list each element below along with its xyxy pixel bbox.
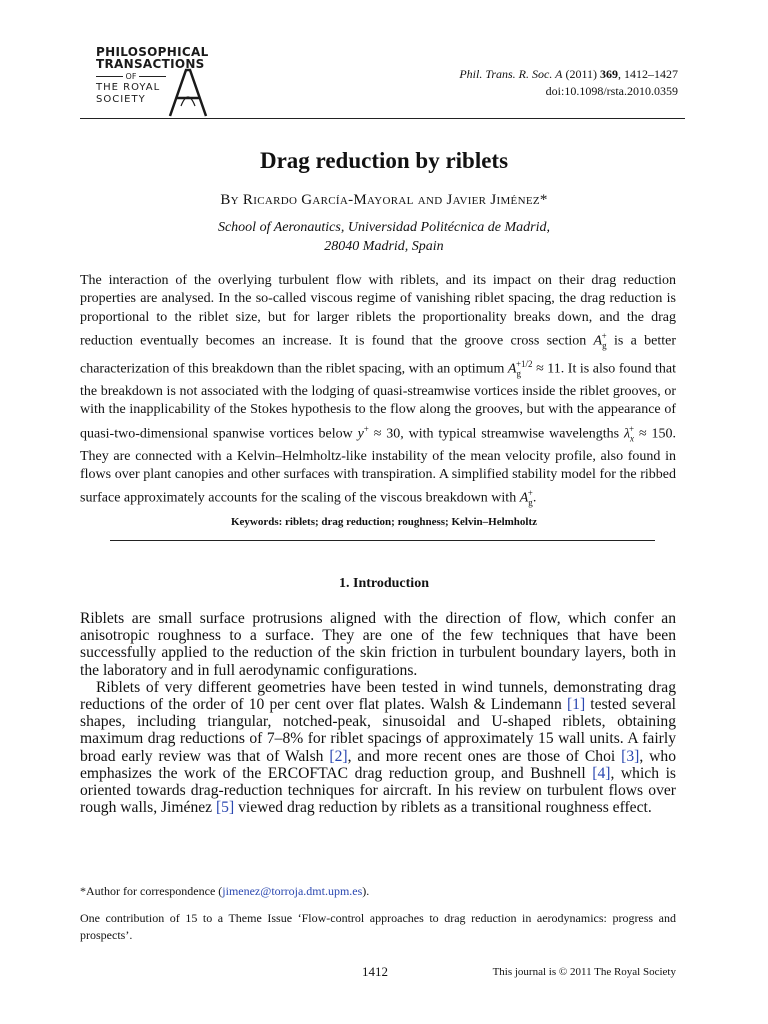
citation-2[interactable]: [2] (329, 747, 348, 765)
copyright-notice: This journal is © 2011 The Royal Society (492, 966, 676, 978)
logo-line-philosophical: PHILOSOPHICAL (96, 45, 209, 59)
logo-a-icon (166, 66, 210, 118)
logo-line-transactions: TRANSACTIONS (96, 57, 205, 71)
journal-year: (2011) (565, 67, 597, 81)
correspondence-footnote: *Author for correspondence (jimenez@torroja.dmt.upm.es). (80, 884, 370, 898)
affiliation-line-1: School of Aeronautics, Universidad Politécnica de Madrid, (217, 220, 551, 235)
citation-5[interactable]: [5] (215, 799, 235, 817)
intro-paragraph-1: Riblets are small surface protrusions aligned with the direction of flow, which confer an anisotropic roughness to a surface. They are one of the few techniques that have been successfully applied to the reduction of the skin friction in turbulent boundary layers, both in the laboratory and in full aerodynamic configurations. (80, 610, 676, 679)
paper-title: Drag reduction by riblets (259, 148, 509, 173)
journal-volume: 369 (600, 67, 618, 81)
abstract-rule (110, 540, 655, 541)
journal-reference (459, 66, 678, 100)
affiliation-line-2: 28040 Madrid, Spain (324, 239, 444, 254)
journal-pages: , 1412–1427 (618, 67, 678, 81)
journal-name: Phil. Trans. R. Soc. A (459, 67, 563, 81)
citation-4[interactable]: [4] (592, 764, 611, 782)
contribution-note: One contribution of 15 to a Theme Issue ‘Flow-control approaches to drag reduction in aerodynamics: progress and prospects’. (80, 911, 676, 942)
page-number: 1412 (362, 964, 388, 979)
journal-logo (96, 46, 216, 118)
journal-doi: doi:10.1098/rsta.2010.0359 (545, 84, 678, 98)
intro-paragraph-2: Riblets of very different geometries have been tested in wind tunnels, demonstrating drag reductions of the order of 10 per cent over flat plates. Walsh & Lindemann [1] tested several shapes, including triangular, notched-peak, sinusoidal and U-shaped riblets, obtaining maximum drag reductions of 7–8% for riblet spacings of approximately 15 wall units. A fairly broad early review was that of Walsh [2], and more recent ones are those of Choi [3], who emphasizes the work of the ERCOFTAC drag reduction group, and Bushnell [4], which is oriented towards drag-reduction techniques for aircraft. In his review on turbulent flows over rough walls, Jiménez [5] viewed drag reduction by riblets as a transitional roughness effect. (80, 678, 677, 817)
author-email-link[interactable]: jimenez@torroja.dmt.upm.es (222, 884, 363, 898)
header-rule (80, 118, 685, 119)
logo-of: OF (96, 72, 166, 81)
section-heading-introduction: 1. Introduction (339, 576, 429, 591)
paper-affiliation (0, 218, 768, 256)
keywords: Keywords: riblets; drag reduction; roughness; Kelvin–Helmholtz (230, 516, 538, 528)
logo-line-society: SOCIETY (96, 94, 146, 105)
logo-line-the-royal: THE ROYAL (96, 82, 161, 93)
introduction-body (80, 610, 676, 816)
citation-1[interactable]: [1] (566, 696, 586, 714)
abstract: The interaction of the overlying turbulent flow with riblets, and its impact on their drag reduction properties are analysed. In the so-called viscous regime of vanishing riblet spacing, the drag reduction is proportional to the riblet size, but for larger riblets the proportionality breaks down, and the drag reduction eventually becomes an increase. It is found that the groove cross section $A_g^+$ is a better characterization of this breakdown than the riblet spacing, with an optimum $A_g^{+1/2} \approx 11$. It is also found that the breakdown is not associated with the lodging of quasi-streamwise vortices inside the riblet grooves, or with the inapplicability of the Stokes hypothesis to the flow along the grooves, but with the appearance of quasi-two-dimensional spanwise vortices below y+ ≈ 30, with typical streamwise wavelengths $\lambda_x^+ \approx 150$. They are connected with a Kelvin–Helmholtz-like instability of the mean velocity profile, also found in flows over plant canopies and other surfaces with transpiration. A simplified stability model for the ribbed surface approximately accounts for the scaling of the viscous breakdown with $A_g^+$. (80, 273, 676, 508)
paper-authors: By Ricardo García-Mayoral and Javier Jiménez* (220, 192, 548, 208)
citation-3[interactable]: [3] (621, 747, 640, 765)
